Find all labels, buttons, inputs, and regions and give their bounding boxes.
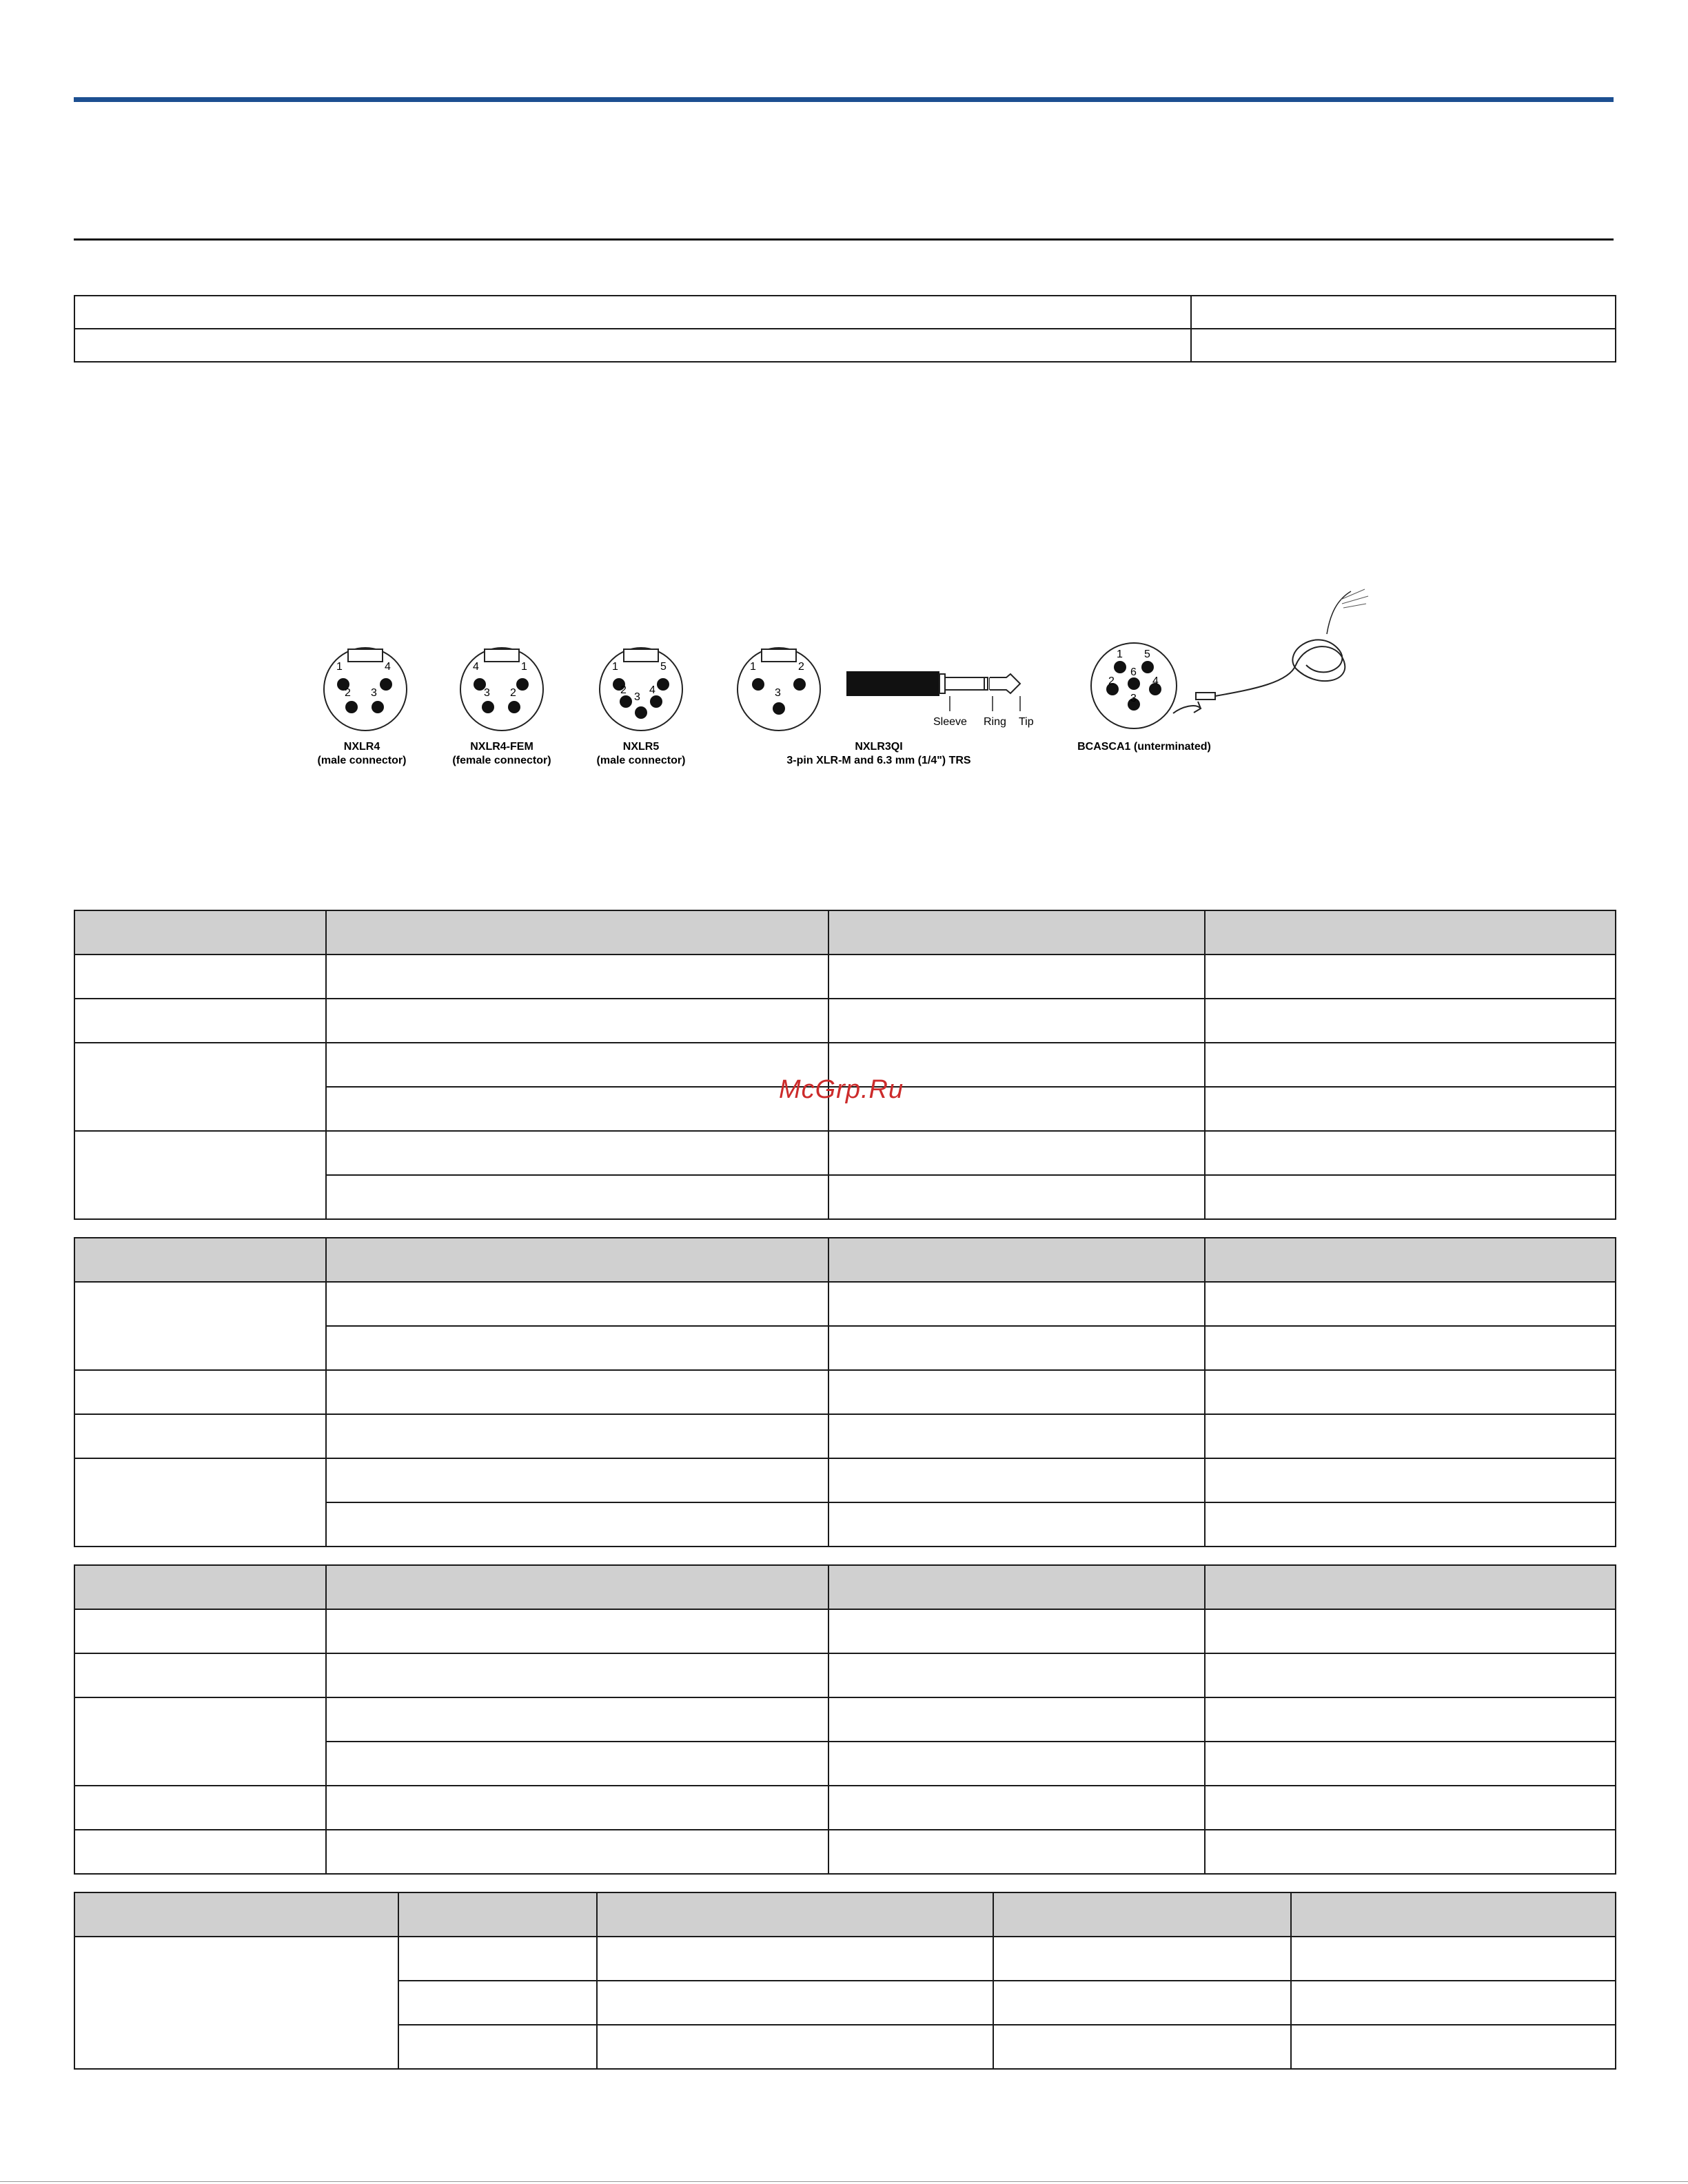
cable-icon <box>1173 589 1368 713</box>
trs-tip-label: Tip <box>1019 716 1034 728</box>
top-blue-rule <box>74 97 1614 102</box>
nxlr5-pin-label: 3 <box>634 691 640 703</box>
bcasca1-pin-label: 4 <box>1152 675 1159 687</box>
section-rule <box>74 238 1614 241</box>
nxlr3qi-pin-label: 2 <box>798 661 804 673</box>
spec-table-4 <box>74 1892 1616 2070</box>
nxlr4-pin-label: 4 <box>385 661 391 673</box>
nxlr3qi-pin-label: 1 <box>750 661 756 673</box>
nxlr5-pin-label: 5 <box>660 661 667 673</box>
bcasca1-pin-label: 3 <box>1130 693 1137 704</box>
nxlr5-connector <box>597 648 686 766</box>
trs-plug-icon <box>846 671 1020 711</box>
bcasca1-pin-label: 1 <box>1117 649 1123 660</box>
nxlr3qi-desc: 3-pin XLR-M and 6.3 mm (1/4") TRS <box>786 755 971 766</box>
nxlr4fem-name: NXLR4-FEM <box>470 741 533 753</box>
nxlr3qi-pin-label: 3 <box>775 687 781 699</box>
bcasca1-connector <box>1077 589 1368 753</box>
bcasca1-name: BCASCA1 (unterminated) <box>1077 741 1211 753</box>
nxlr4-desc: (male connector) <box>317 755 407 766</box>
spec-table-2 <box>74 1237 1616 1547</box>
nxlr4fem-connector <box>452 648 551 766</box>
trs-ring-label: Ring <box>984 716 1006 728</box>
bcasca1-pin-label: 6 <box>1130 666 1137 678</box>
footer-line <box>0 2181 1688 2182</box>
nxlr5-pin-label: 2 <box>620 684 627 696</box>
nxlr5-pin-label: 1 <box>612 661 618 673</box>
nxlr4-pin-label: 3 <box>371 687 377 699</box>
nxlr4-name: NXLR4 <box>343 741 380 753</box>
trs-sleeve-label: Sleeve <box>933 716 967 728</box>
bcasca1-pin-label: 2 <box>1108 675 1115 687</box>
nxlr5-pin-label: 4 <box>649 684 655 696</box>
spec-table-1 <box>74 910 1616 1220</box>
spec-table-3 <box>74 1564 1616 1875</box>
nxlr4-pin-label: 2 <box>345 687 351 699</box>
watermark: McGrp.Ru <box>779 1075 904 1104</box>
nxlr4fem-pin-label: 3 <box>484 687 490 699</box>
nxlr4fem-pin-label: 1 <box>521 661 527 673</box>
connector-diagram <box>303 586 1406 793</box>
spec-table-top <box>74 295 1616 363</box>
nxlr4fem-pin-label: 2 <box>510 687 516 699</box>
nxlr4fem-desc: (female connector) <box>452 755 551 766</box>
nxlr4fem-pin-label: 4 <box>473 661 479 673</box>
nxlr3qi-name: NXLR3QI <box>855 741 903 753</box>
nxlr4-connector <box>318 648 407 766</box>
nxlr5-desc: (male connector) <box>596 755 686 766</box>
nxlr3qi-connector <box>738 648 1034 766</box>
bcasca1-pin-label: 5 <box>1144 649 1150 660</box>
nxlr4-pin-label: 1 <box>336 661 343 673</box>
nxlr5-name: NXLR5 <box>622 741 660 753</box>
